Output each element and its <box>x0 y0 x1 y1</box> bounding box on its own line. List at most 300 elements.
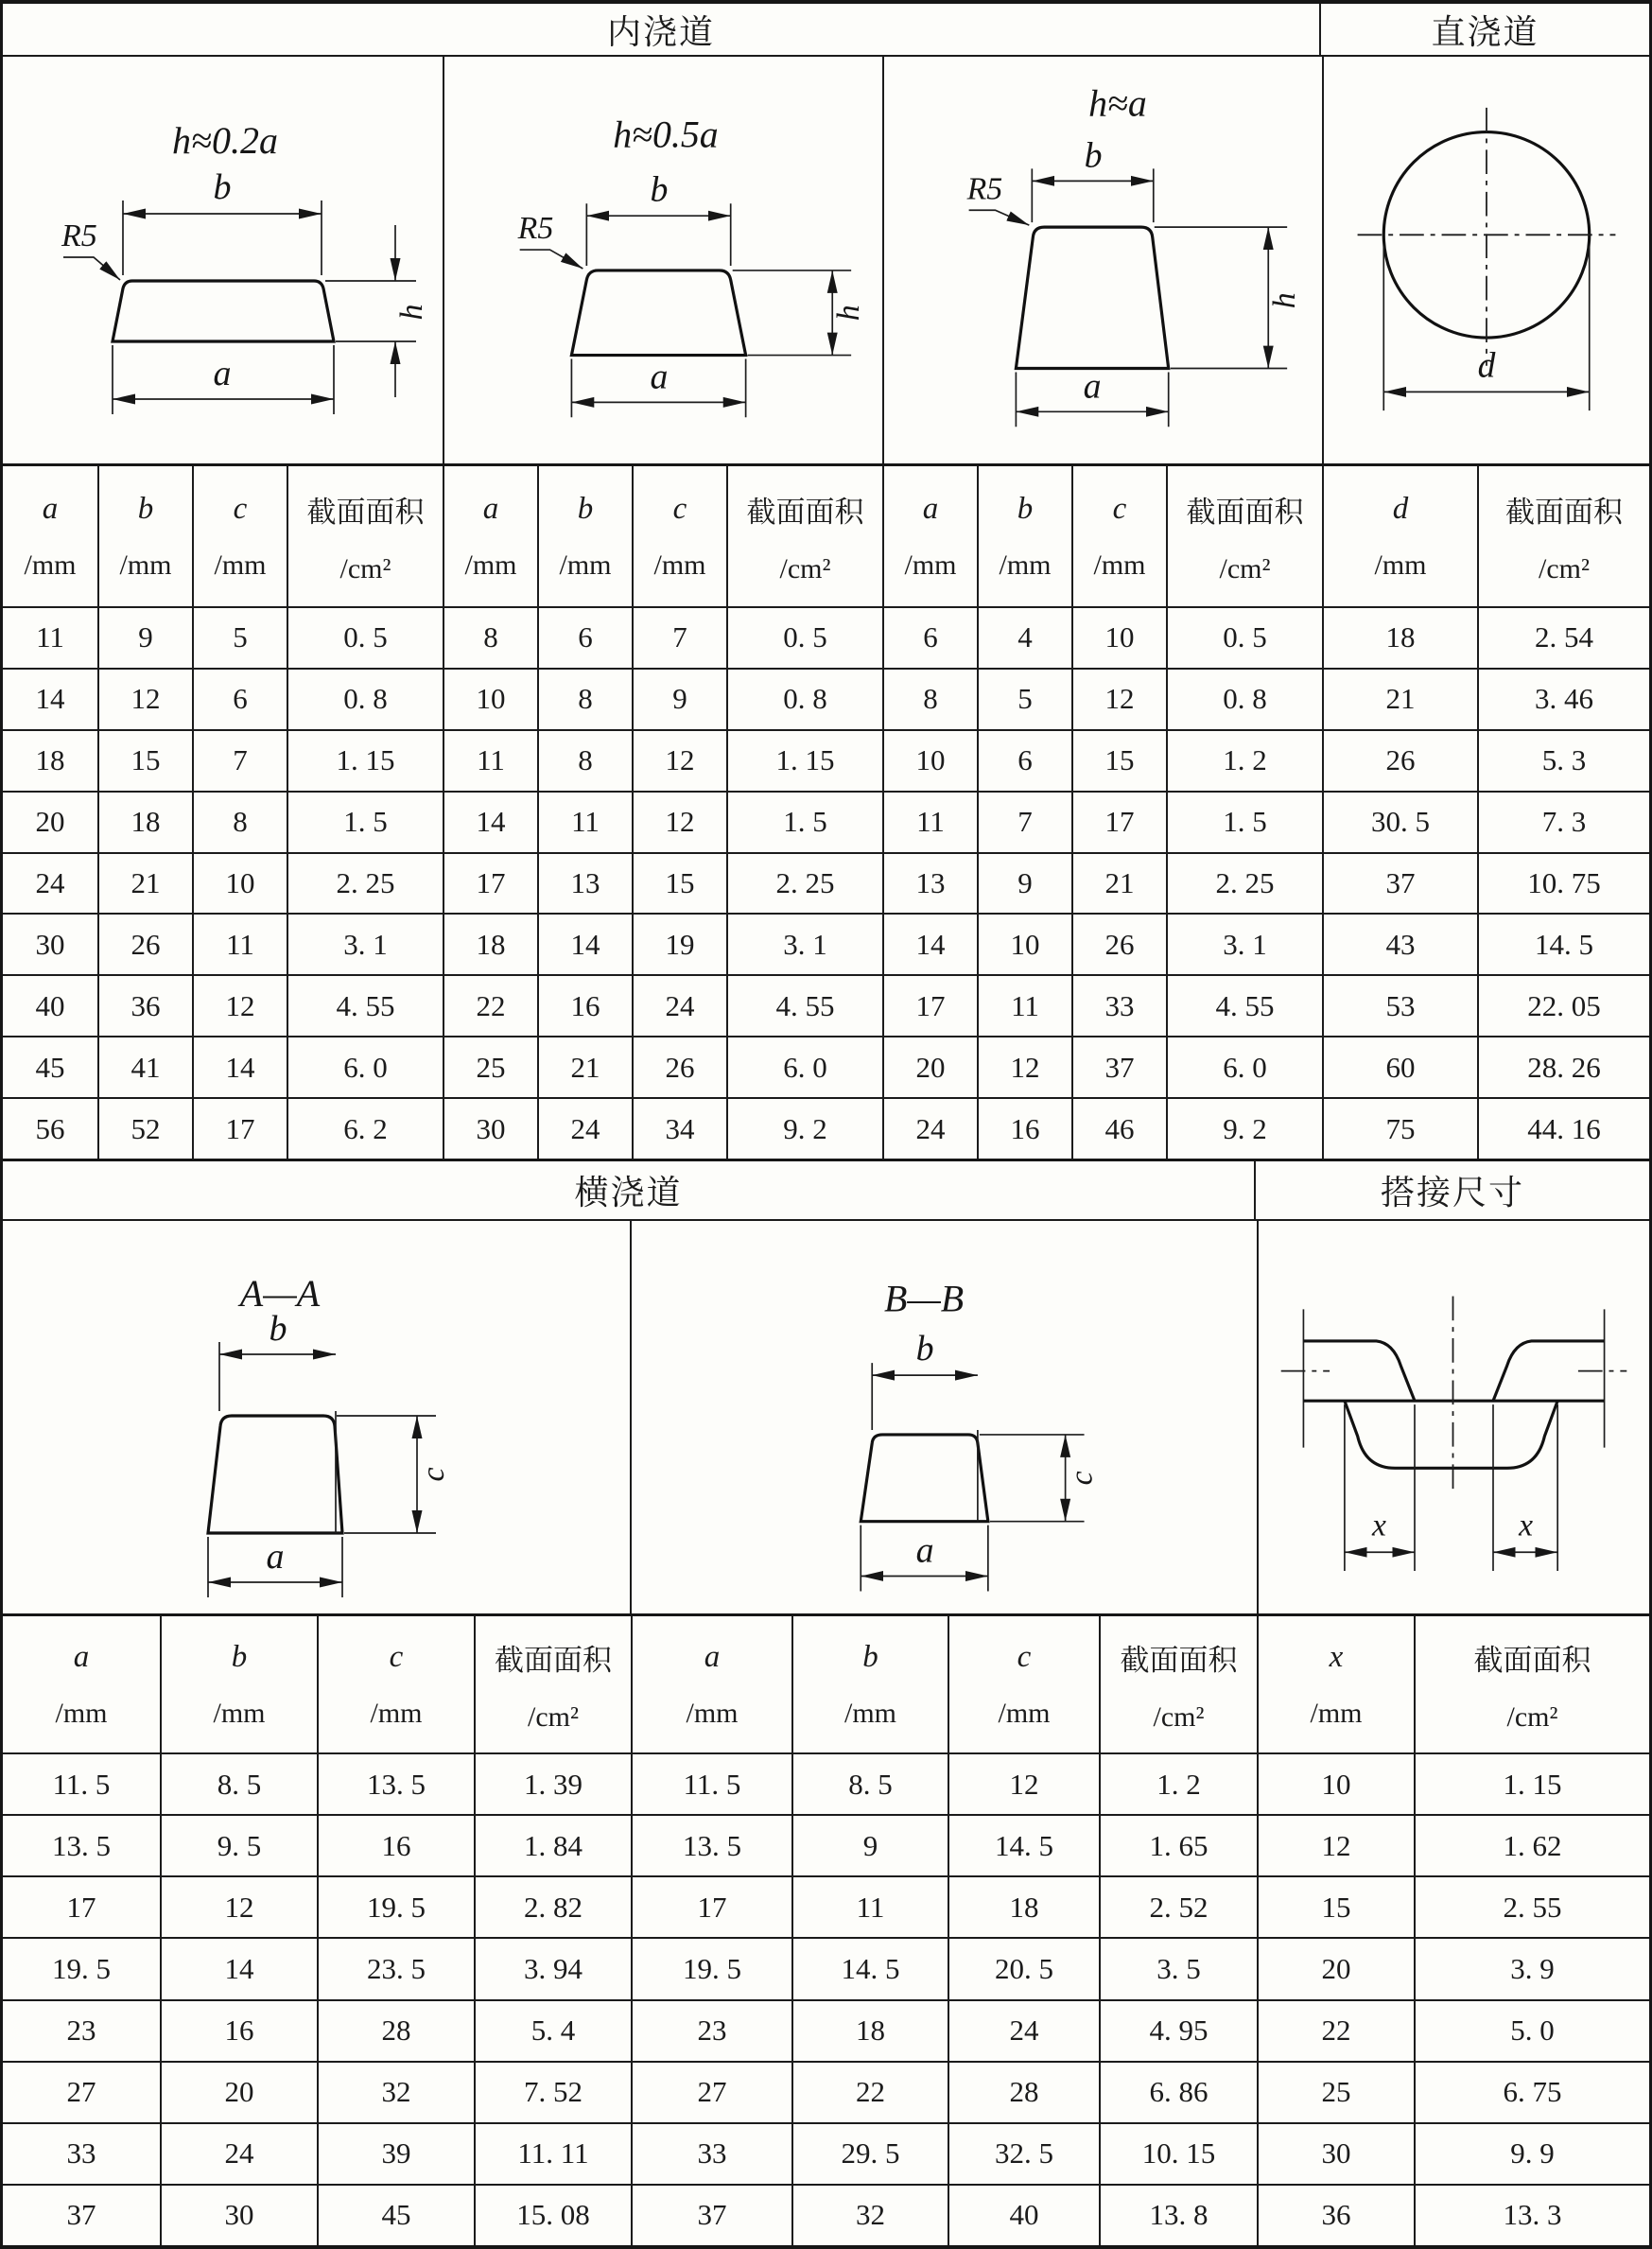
table-row <box>3 608 1649 668</box>
dim-label-b: b <box>915 1329 934 1369</box>
runner-cross-section <box>861 1435 988 1522</box>
runner-BB-cell <box>630 1221 1257 1613</box>
lap-section-title: 搭接尺寸 <box>1254 1161 1649 1219</box>
table-cell: 8 <box>192 793 287 852</box>
table-cell: 43 <box>1322 915 1477 974</box>
column-symbol: a <box>73 1639 90 1674</box>
column-header <box>537 466 632 606</box>
column-unit: /mm <box>998 1697 1051 1729</box>
table-cell: 7. 52 <box>474 2063 631 2122</box>
formula-label: h≈0.5a <box>613 113 719 156</box>
table-cell: 3. 9 <box>1414 1939 1649 1998</box>
table-cell: 5 <box>977 670 1071 729</box>
table-cell: 0. 5 <box>1166 608 1322 668</box>
table-cell: 6. 86 <box>1099 2063 1257 2122</box>
table-cell: 28. 26 <box>1477 1037 1649 1097</box>
table-cell: 16 <box>537 976 632 1036</box>
table-cell: 10 <box>977 915 1071 974</box>
runner-cross-section <box>208 1416 342 1533</box>
table-row <box>3 1814 1649 1875</box>
table-cell: 37 <box>1322 854 1477 914</box>
table-cell: 23. 5 <box>317 1939 474 1998</box>
table-row <box>3 1097 1649 1159</box>
column-symbol: a <box>704 1639 721 1674</box>
table-cell: 33 <box>66 2136 96 2171</box>
table-row <box>3 1999 1649 2061</box>
table-cell: 11. 5 <box>52 1767 111 1801</box>
table-row <box>3 2122 1649 2184</box>
table-cell: 18 <box>443 915 537 974</box>
table-cell: 1. 2 <box>1166 731 1322 791</box>
table-cell: 18 <box>1322 608 1477 668</box>
column-header <box>1166 466 1322 606</box>
column-header <box>726 466 882 606</box>
table-row <box>3 852 1649 914</box>
table-cell: 56 <box>35 1111 65 1145</box>
table-cell: 33 <box>1071 976 1166 1036</box>
table-cell: 28 <box>317 2001 474 2061</box>
table-cell: 24 <box>948 2001 1099 2061</box>
table-cell: 15 <box>1257 1877 1414 1937</box>
table-cell: 4 <box>977 608 1071 668</box>
table-row <box>3 2061 1649 2122</box>
column-unit: /cm² <box>1539 552 1590 584</box>
dim-label-a: a <box>915 1530 934 1571</box>
table-cell: 5. 3 <box>1477 731 1649 791</box>
table-cell: 8 <box>882 670 977 729</box>
table-cell: 12 <box>632 793 726 852</box>
table-cell: 60 <box>1322 1037 1477 1097</box>
table-cell: 2. 82 <box>474 1877 631 1937</box>
dim-label-a: a <box>650 357 669 397</box>
ingate-diagram-2-cell <box>443 57 882 463</box>
table-row <box>3 729 1649 791</box>
table-cell: 10 <box>192 854 287 914</box>
table-cell: 21 <box>1322 670 1477 729</box>
table-cell: 27 <box>66 2075 96 2109</box>
column-unit: /mm <box>24 549 77 581</box>
dim-label-a: a <box>213 354 232 393</box>
table-cell: 41 <box>97 1037 192 1097</box>
table-cell: 18 <box>35 743 65 777</box>
column-header <box>3 466 97 606</box>
column-symbol: a <box>42 491 59 526</box>
table-cell: 7. 3 <box>1477 793 1649 852</box>
table-cell: 4. 55 <box>726 976 882 1036</box>
table-cell: 1. 5 <box>726 793 882 852</box>
lap-diagram-cell <box>1257 1221 1649 1613</box>
table-cell: 16 <box>977 1099 1071 1159</box>
table2-header-row <box>3 1616 1649 1754</box>
table-cell: 40 <box>35 988 65 1022</box>
table-cell: 3. 1 <box>726 915 882 974</box>
table-cell: 26 <box>97 915 192 974</box>
dim-label-h: h <box>1267 292 1303 309</box>
table-cell: 6. 0 <box>287 1037 443 1097</box>
table-cell: 2. 55 <box>1414 1877 1649 1937</box>
table-cell: 12 <box>977 1037 1071 1097</box>
column-unit: /cm² <box>779 552 831 584</box>
table-row <box>3 1754 1649 1814</box>
table-cell: 52 <box>97 1099 192 1159</box>
table-cell: 9 <box>632 670 726 729</box>
table-cell: 13. 5 <box>52 1828 111 1862</box>
table-cell: 21 <box>537 1037 632 1097</box>
column-symbol: 截面面积 <box>306 495 425 529</box>
ingate-diagram-3-cell <box>882 57 1322 463</box>
table-cell: 45 <box>35 1050 65 1084</box>
table-cell: 20 <box>160 2063 317 2122</box>
table-cell: 6 <box>537 608 632 668</box>
table-cell: 6 <box>977 731 1071 791</box>
section-label-BB: B—B <box>883 1277 965 1320</box>
table-cell: 11 <box>537 793 632 852</box>
table-cell: 24 <box>537 1099 632 1159</box>
table-cell: 21 <box>97 854 192 914</box>
table-cell: 10 <box>443 670 537 729</box>
ingate-cross-section <box>1016 227 1168 368</box>
table-cell: 34 <box>632 1099 726 1159</box>
table-cell: 1. 2 <box>1099 1754 1257 1814</box>
dim-label-x-left: x <box>1372 1508 1386 1543</box>
table-cell: 32 <box>791 2186 948 2245</box>
table-cell: 9 <box>977 854 1071 914</box>
sprue-diagram <box>1324 57 1649 463</box>
table-cell: 12 <box>1257 1816 1414 1875</box>
table-cell: 0. 8 <box>287 670 443 729</box>
ingate-section-title: 内浇道 <box>606 12 715 51</box>
dim-label-c: c <box>416 1467 451 1482</box>
column-header <box>1071 466 1166 606</box>
table-cell: 16 <box>317 1816 474 1875</box>
table-cell: 5 <box>192 608 287 668</box>
column-header <box>977 466 1071 606</box>
table-cell: 26 <box>1322 731 1477 791</box>
table-cell: 0. 5 <box>726 608 882 668</box>
table-cell: 23 <box>66 2014 96 2048</box>
table-cell: 8 <box>537 670 632 729</box>
table-cell: 19. 5 <box>631 1939 791 1998</box>
table-cell: 28 <box>948 2063 1099 2122</box>
table-cell: 11 <box>882 793 977 852</box>
radius-label: R5 <box>517 211 554 247</box>
table-cell: 5. 4 <box>474 2001 631 2061</box>
table-cell: 2. 25 <box>1166 854 1322 914</box>
table-cell: 33 <box>631 2124 791 2184</box>
table-cell: 6. 2 <box>287 1099 443 1159</box>
table-cell: 5. 0 <box>1414 2001 1649 2061</box>
ingate-cross-section <box>571 270 745 356</box>
table1-body <box>3 608 1649 1159</box>
table-cell: 13 <box>537 854 632 914</box>
table-cell: 22 <box>1257 2001 1414 2061</box>
column-header <box>1477 466 1649 606</box>
column-header <box>1322 466 1477 606</box>
sprue-section-title: 直浇道 <box>1319 4 1649 55</box>
table-cell: 30. 5 <box>1322 793 1477 852</box>
table-row <box>3 2184 1649 2245</box>
lower-trough <box>1345 1401 1557 1468</box>
table-cell: 14 <box>443 793 537 852</box>
section-label-AA: A—A <box>239 1272 321 1315</box>
table-cell: 20 <box>882 1037 977 1097</box>
table-cell: 22 <box>791 2063 948 2122</box>
table-cell: 40 <box>948 2186 1099 2245</box>
table-cell: 12 <box>160 1877 317 1937</box>
ingate-diagram-medium <box>444 57 882 463</box>
column-header <box>287 466 443 606</box>
table-cell: 12 <box>192 976 287 1036</box>
table-cell: 24 <box>882 1099 977 1159</box>
table-row <box>3 1937 1649 1998</box>
column-symbol: b <box>577 491 594 526</box>
column-unit: /cm² <box>339 552 391 584</box>
table-cell: 17 <box>443 854 537 914</box>
column-symbol: 截面面积 <box>495 1643 612 1677</box>
table-cell: 14. 5 <box>791 1939 948 1998</box>
table-cell: 4. 95 <box>1099 2001 1257 2061</box>
column-symbol: a <box>482 491 499 526</box>
table-cell: 24 <box>632 976 726 1036</box>
table-cell: 10 <box>882 731 977 791</box>
table-cell: 11. 11 <box>474 2124 631 2184</box>
table-cell: 11 <box>192 915 287 974</box>
dim-label-c: c <box>1064 1471 1100 1486</box>
runner-section-BB-diagram <box>632 1221 1257 1613</box>
column-header <box>948 1616 1099 1752</box>
column-unit: /mm <box>1310 1697 1363 1729</box>
table-cell: 36 <box>97 976 192 1036</box>
table-cell: 37 <box>66 2198 96 2232</box>
column-header <box>317 1616 474 1752</box>
formula-label: h≈0.2a <box>172 119 278 162</box>
table-row <box>3 974 1649 1036</box>
table1-header-row <box>3 466 1649 608</box>
table-cell: 11 <box>791 1877 948 1937</box>
table-cell: 75 <box>1322 1099 1477 1159</box>
ingate-diagram-1-cell <box>3 57 443 463</box>
table-cell: 20. 5 <box>948 1939 1099 1998</box>
column-unit: /cm² <box>1219 552 1271 584</box>
table-row <box>3 913 1649 974</box>
column-symbol: c <box>389 1639 404 1674</box>
column-unit: /mm <box>55 1697 108 1729</box>
table-cell: 30 <box>1257 2124 1414 2184</box>
upper-channel-left <box>1303 1341 1415 1401</box>
table-cell: 2. 25 <box>287 854 443 914</box>
dim-label-a: a <box>1083 366 1102 407</box>
column-unit: /mm <box>843 1697 896 1729</box>
table-cell: 2. 52 <box>1099 1877 1257 1937</box>
table-row <box>3 668 1649 729</box>
table-cell: 18 <box>97 793 192 852</box>
table-cell: 32. 5 <box>948 2124 1099 2184</box>
column-unit: /mm <box>370 1697 423 1729</box>
lower-section-header <box>3 1159 1649 1221</box>
column-unit: /cm² <box>1153 1700 1205 1733</box>
table-cell: 12 <box>97 670 192 729</box>
table-cell: 11 <box>443 731 537 791</box>
sprue-diagram-cell <box>1322 57 1649 463</box>
table-cell: 15 <box>1071 731 1166 791</box>
table-cell: 11. 5 <box>631 1754 791 1814</box>
column-header <box>1257 1616 1414 1752</box>
table-cell: 4. 55 <box>287 976 443 1036</box>
table-cell: 44. 16 <box>1477 1099 1649 1159</box>
column-header <box>474 1616 631 1752</box>
dim-label-b: b <box>269 1309 287 1349</box>
table-cell: 29. 5 <box>791 2124 948 2184</box>
table-cell: 3. 1 <box>287 915 443 974</box>
ingate-cross-section <box>113 281 334 341</box>
table-cell: 6. 0 <box>1166 1037 1322 1097</box>
column-symbol: b <box>231 1639 248 1674</box>
table-cell: 45 <box>317 2186 474 2245</box>
table-cell: 9. 9 <box>1414 2124 1649 2184</box>
table-cell: 14. 5 <box>948 1816 1099 1875</box>
table-cell: 19 <box>632 915 726 974</box>
table-cell: 13. 5 <box>631 1816 791 1875</box>
table-cell: 1. 84 <box>474 1816 631 1875</box>
column-symbol: c <box>233 491 248 526</box>
table-cell: 3. 5 <box>1099 1939 1257 1998</box>
table-cell: 1. 15 <box>1414 1754 1649 1814</box>
table-cell: 9. 2 <box>726 1099 882 1159</box>
dim-label-d: d <box>1477 346 1496 386</box>
table-cell: 3. 1 <box>1166 915 1322 974</box>
table-cell: 13. 5 <box>317 1754 474 1814</box>
table-cell: 20 <box>35 805 65 839</box>
column-unit: /mm <box>1374 549 1427 581</box>
table-cell: 2. 54 <box>1477 608 1649 668</box>
runner-lap-table <box>3 1613 1649 2245</box>
column-symbol: a <box>922 491 939 526</box>
table-cell: 12 <box>632 731 726 791</box>
table-cell: 53 <box>1322 976 1477 1036</box>
table-cell: 9. 5 <box>160 1816 317 1875</box>
table-cell: 3. 46 <box>1477 670 1649 729</box>
table-cell: 14 <box>160 1939 317 1998</box>
table2-body <box>3 1754 1649 2245</box>
table-cell: 12 <box>1071 670 1166 729</box>
table-cell: 7 <box>632 608 726 668</box>
table-cell: 14 <box>192 1037 287 1097</box>
table-cell: 7 <box>977 793 1071 852</box>
column-symbol: d <box>1392 491 1409 526</box>
column-symbol: x <box>1329 1639 1344 1674</box>
runner-diagram-band <box>3 1221 1649 1613</box>
formula-label: h≈a <box>1088 82 1147 125</box>
table-cell: 12 <box>948 1754 1099 1814</box>
table-cell: 13. 3 <box>1414 2186 1649 2245</box>
table-cell: 24 <box>160 2124 317 2184</box>
column-unit: /mm <box>653 549 706 581</box>
column-unit: /mm <box>559 549 612 581</box>
table-cell: 10. 15 <box>1099 2124 1257 2184</box>
column-unit: /mm <box>119 549 172 581</box>
table-row <box>3 1036 1649 1097</box>
table-cell: 8 <box>443 608 537 668</box>
table-cell: 32 <box>317 2063 474 2122</box>
table-cell: 17 <box>192 1099 287 1159</box>
column-symbol: 截面面积 <box>1473 1643 1591 1677</box>
radius-label: R5 <box>966 171 1003 207</box>
table-cell: 2. 25 <box>726 854 882 914</box>
dim-label-x-right: x <box>1519 1508 1534 1543</box>
column-unit: /cm² <box>528 1700 579 1733</box>
table-row <box>3 791 1649 852</box>
column-unit: /mm <box>686 1697 739 1729</box>
table-cell: 6 <box>882 608 977 668</box>
table-cell: 36 <box>1257 2186 1414 2245</box>
table-cell: 0. 8 <box>726 670 882 729</box>
column-symbol: 截面面积 <box>1186 495 1304 529</box>
dim-label-h: h <box>394 304 429 321</box>
lap-joint-diagram <box>1259 1221 1649 1613</box>
column-symbol: 截面面积 <box>1505 495 1623 529</box>
table-cell: 10 <box>1257 1754 1414 1814</box>
runner-section-AA-diagram <box>3 1221 630 1613</box>
table-cell: 1. 15 <box>287 731 443 791</box>
column-symbol: c <box>672 491 687 526</box>
dim-label-b: b <box>650 169 669 210</box>
table-cell: 3. 94 <box>474 1939 631 1998</box>
table-cell: 15 <box>97 731 192 791</box>
table-cell: 19. 5 <box>317 1877 474 1937</box>
table-cell: 10. 75 <box>1477 854 1649 914</box>
table-cell: 30 <box>443 1099 537 1159</box>
column-unit: /mm <box>999 549 1052 581</box>
table-cell: 26 <box>1071 915 1166 974</box>
column-header <box>160 1616 317 1752</box>
table-cell: 15 <box>632 854 726 914</box>
column-symbol: c <box>1112 491 1127 526</box>
table-cell: 20 <box>1257 1939 1414 1998</box>
table-cell: 9 <box>97 608 192 668</box>
table-cell: 39 <box>317 2124 474 2184</box>
column-symbol: b <box>1017 491 1034 526</box>
dim-label-h: h <box>831 305 867 322</box>
table-cell: 6. 0 <box>726 1037 882 1097</box>
table-cell: 18 <box>948 1877 1099 1937</box>
table-cell: 17 <box>66 1890 96 1924</box>
table-cell: 11 <box>36 620 64 654</box>
column-header <box>631 1616 791 1752</box>
table-cell: 22 <box>443 976 537 1036</box>
ingate-diagram-tall <box>884 57 1322 463</box>
table-cell: 14 <box>882 915 977 974</box>
dim-label-a: a <box>266 1537 285 1577</box>
table-cell: 24 <box>35 866 65 899</box>
table-cell: 1. 5 <box>287 793 443 852</box>
table-cell: 16 <box>160 2001 317 2061</box>
dim-label-b: b <box>1084 135 1103 176</box>
table-cell: 14 <box>35 682 65 716</box>
table-cell: 18 <box>791 2001 948 2061</box>
table-cell: 0. 5 <box>287 608 443 668</box>
table-cell: 9 <box>791 1816 948 1875</box>
top-section-header <box>3 4 1649 57</box>
table-cell: 11 <box>977 976 1071 1036</box>
table-cell: 6 <box>192 670 287 729</box>
table-cell: 17 <box>882 976 977 1036</box>
column-symbol: c <box>1017 1639 1032 1674</box>
ingate-diagram-flat <box>3 57 443 463</box>
column-unit: /mm <box>904 549 957 581</box>
table-cell: 22. 05 <box>1477 976 1649 1036</box>
table-cell: 0. 8 <box>1166 670 1322 729</box>
table-cell: 6. 75 <box>1414 2063 1649 2122</box>
